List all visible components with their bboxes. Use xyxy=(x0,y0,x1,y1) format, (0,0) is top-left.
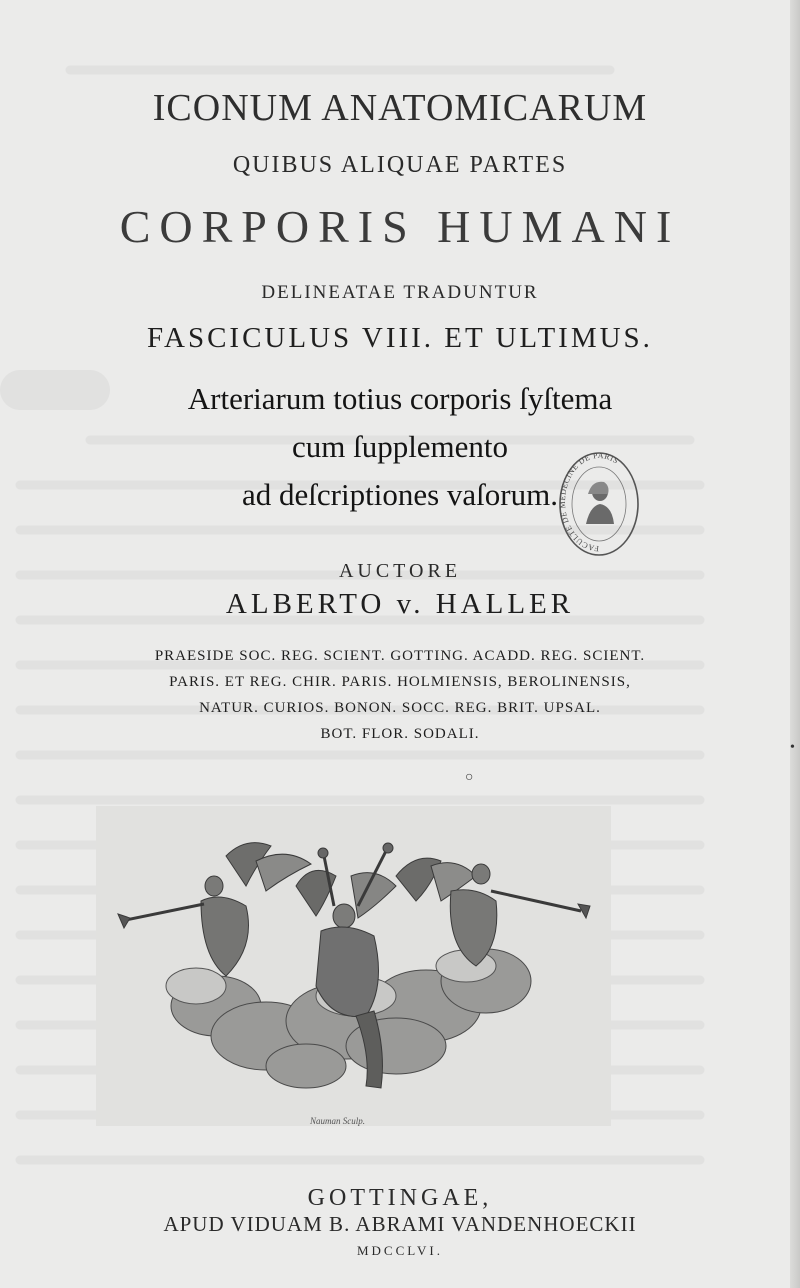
stamp-text: FACULTE DE MEDECINE DE PARIS xyxy=(558,450,621,554)
svg-text:FACULTE DE MEDECINE DE PARIS xyxy=(558,451,620,553)
affiliation-line-1: PRAESIDE SOC. REG. SCIENT. GOTTING. ACADD. REG. SCIENT. xyxy=(154,648,646,664)
page-edge xyxy=(790,0,800,1288)
auctore-label: AUCTORE xyxy=(338,560,462,582)
subtitle-line-3: ad deſcriptiones vaſorum. xyxy=(242,477,558,512)
title-line-3: CORPORIS HUMANI xyxy=(119,201,681,252)
title-line-1: ICONUM ANATOMICARUM xyxy=(152,87,648,129)
title-line-2: QUIBUS ALIQUAE PARTES xyxy=(232,152,568,178)
title-line-4: DELINEATAE TRADUNTUR xyxy=(261,282,539,303)
affiliation-line-4: BOT. FLOR. SODALI. xyxy=(320,726,480,742)
affiliation-line-3: NATUR. CURIOS. BONON. SOCC. REG. BRIT. UPSAL. xyxy=(199,700,601,716)
subtitle-line-2: cum ſupplemento xyxy=(291,429,509,464)
angels-vignette-engraving xyxy=(96,806,611,1126)
affiliation-line-2: PARIS. ET REG. CHIR. PARIS. HOLMIENSIS, BEROLINENSIS, xyxy=(169,674,631,690)
imprint-publisher: APUD VIDUAM B. ABRAMI VANDENHOECKII xyxy=(163,1212,637,1236)
library-stamp xyxy=(558,450,640,558)
imprint-city: GOTTINGAE, xyxy=(307,1185,493,1211)
printer-mark: ○ xyxy=(465,770,474,785)
fascicle-line: FASCICULUS VIII. ET ULTIMUS. xyxy=(147,322,653,354)
imprint-year: MDCCLVI. xyxy=(356,1243,443,1258)
author-name: ALBERTO v. HALLER xyxy=(225,588,575,620)
engraver-credit: Nauman Sculp. xyxy=(310,1116,365,1126)
subtitle-line-1: Arteriarum totius corporis ſyſtema xyxy=(187,381,613,416)
margin-dot: • xyxy=(790,740,795,755)
